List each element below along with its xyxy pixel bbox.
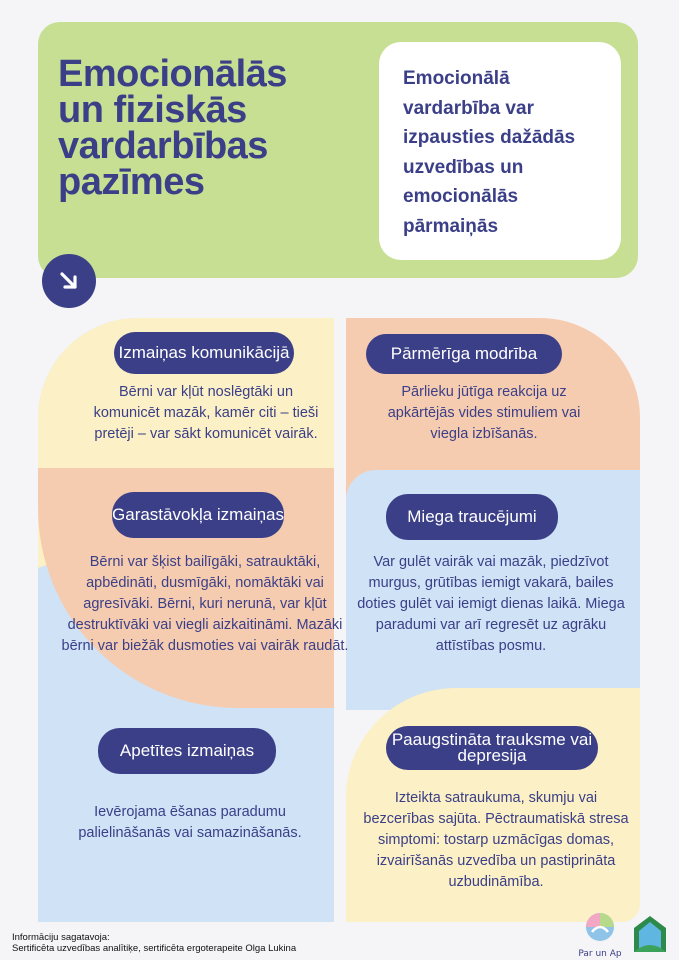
section-text-hypervigilance: Pārlieku jūtīga reakcija uz apkārtējās vides stimuliem vai viegla izbīšanās.	[387, 384, 581, 442]
section-title-text: Pārmērīga modrība	[390, 344, 538, 363]
section-title-text: Apetītes izmaiņas	[119, 741, 255, 760]
footer-line-1: Informāciju sagatavoja:	[12, 932, 110, 943]
title-line-3: vardarbības	[58, 125, 268, 167]
par-un-ap-logo	[578, 912, 622, 958]
section-title-text: Paaugstināta trauksme vai depresija	[391, 730, 593, 765]
section-title-text: Izmaiņas komunikācijā	[118, 343, 290, 362]
section-text-sleep: Var gulēt vairāk vai mazāk, piedzīvot murgus, grūtības iemigt vakarā, bailes doties gulēt vai iemigt dienas laikā. Miega paradumi var arī regresēt uz agrāku attīstības posmu.	[357, 554, 625, 654]
par-un-ap-logo-icon	[578, 912, 622, 946]
footer-credits	[12, 932, 296, 954]
section-title-appetite	[98, 728, 276, 774]
section-title-mood	[112, 492, 284, 538]
section-text-mood: Bērni var šķist bailīgāki, satrauktāki, apbēdināti, dusmīgāki, nomāktāki vai agresīvāki. Bērni, kuri nerunā, var kļūt destruktīvāki vai viegli aizkaitināmi. Mazāki bērni var biežāk dusmoties vai vairāk raudāt.	[61, 554, 349, 654]
page-title	[58, 53, 358, 203]
title-line-4: pazīmes	[58, 161, 205, 203]
logo-label: Par un Ap	[578, 949, 622, 959]
section-title-sleep	[386, 494, 558, 540]
arrow-down-right-icon	[42, 254, 96, 308]
section-text-appetite: Ievērojama ēšanas paradumu palielināšanās vai samazināšanās.	[78, 804, 302, 841]
intro-text: Emocionālā vardarbība var izpausties dažādās uzvedības un emocionālās pārmaiņās	[403, 68, 576, 237]
title-line-1: Emocionālās	[58, 53, 287, 95]
section-title-text: Garastāvokļa izmaiņas	[112, 505, 284, 524]
house-logo-icon	[630, 914, 670, 959]
section-text-anxiety: Izteikta satraukuma, skumju vai bezcerības sajūta. Pēctraumatiskā stresa simptomi: tostarp uzmācīgas domas, izvairīšanās uzvedība un pastiprināta uzbudināmība.	[363, 790, 629, 890]
section-title-anxiety	[386, 726, 598, 770]
footer-line-2: Sertificēta uzvedības analītiķe, sertificēta ergoterapeite Olga Lukina	[12, 943, 297, 954]
section-title-hypervigilance	[366, 334, 562, 374]
section-title-communication	[114, 332, 294, 374]
section-title-text: Miega traucējumi	[407, 507, 537, 526]
section-text-communication: Bērni var kļūt noslēgtāki un komunicēt mazāk, kamēr citi – tieši pretēji – var sākt komunicēt vairāk.	[93, 384, 319, 442]
title-line-2: un fiziskās	[58, 89, 247, 131]
